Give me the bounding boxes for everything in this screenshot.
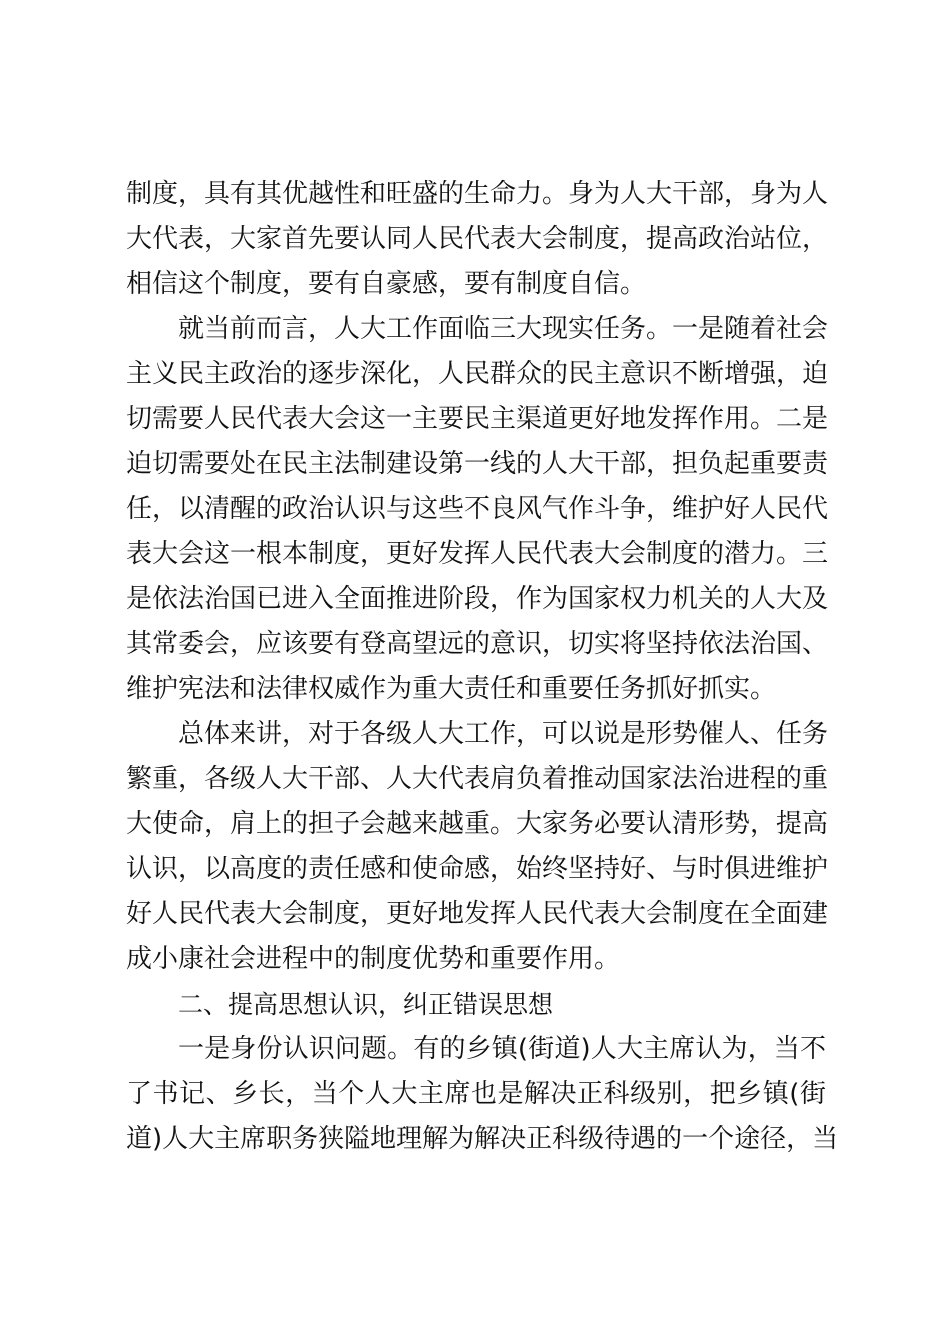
- text-line: 繁重，各级人大干部、人大代表肩负着推动国家法治进程的重: [126, 764, 829, 794]
- text-line: 迫切需要处在民主法制建设第一线的人大干部，担负起重要责: [126, 449, 829, 479]
- text-line: 道)人大主席职务狭隘地理解为解决正科级待遇的一个途径，当: [126, 1124, 839, 1154]
- paragraph: [126, 1027, 839, 1162]
- text-line: 主义民主政治的逐步深化，人民群众的民主意识不断增强，迫: [126, 359, 829, 389]
- text-line: 了书记、乡长，当个人大主席也是解决正科级别，把乡镇(街: [126, 1079, 826, 1109]
- text-line: 成小康社会进程中的制度优势和重要作用。: [126, 944, 621, 974]
- text-line: 总体来讲，对于各级人大工作，可以说是形势催人、任务: [178, 719, 829, 749]
- paragraph: [126, 307, 829, 712]
- text-line: 制度，具有其优越性和旺盛的生命力。身为人大干部，身为人: [126, 179, 829, 209]
- paragraph: [126, 712, 829, 982]
- text-line: 大使命，肩上的担子会越来越重。大家务必要认清形势，提高: [126, 809, 829, 839]
- text-line: 其常委会，应该要有登高望远的意识，切实将坚持依法治国、: [126, 629, 829, 659]
- text-line: 是依法治国已进入全面推进阶段，作为国家权力机关的人大及: [126, 584, 829, 614]
- text-line: 认识，以高度的责任感和使命感，始终坚持好、与时俱进维护: [126, 854, 829, 884]
- section-heading: 二、提高思想认识，纠正错误思想: [178, 990, 554, 1019]
- body-text: [126, 172, 839, 1162]
- text-line: 好人民代表大会制度，更好地发挥人民代表大会制度在全面建: [126, 899, 829, 929]
- text-line: 一是身份认识问题。有的乡镇(街道)人大主席认为，当不: [178, 1034, 826, 1064]
- text-line: 表大会这一根本制度，更好发挥人民代表大会制度的潜力。三: [126, 539, 829, 569]
- text-line: 就当前而言，人大工作面临三大现实任务。一是随着社会: [178, 314, 829, 344]
- text-line: 任，以清醒的政治认识与这些不良风气作斗争，维护好人民代: [126, 494, 829, 524]
- text-line: 维护宪法和法律权威作为重大责任和重要任务抓好抓实。: [126, 674, 777, 704]
- text-line: 切需要人民代表大会这一主要民主渠道更好地发挥作用。二是: [126, 404, 829, 434]
- paragraph: [126, 172, 829, 307]
- text-line: 大代表，大家首先要认同人民代表大会制度，提高政治站位，: [126, 224, 829, 254]
- text-line: 相信这个制度，要有自豪感，要有制度自信。: [126, 269, 647, 299]
